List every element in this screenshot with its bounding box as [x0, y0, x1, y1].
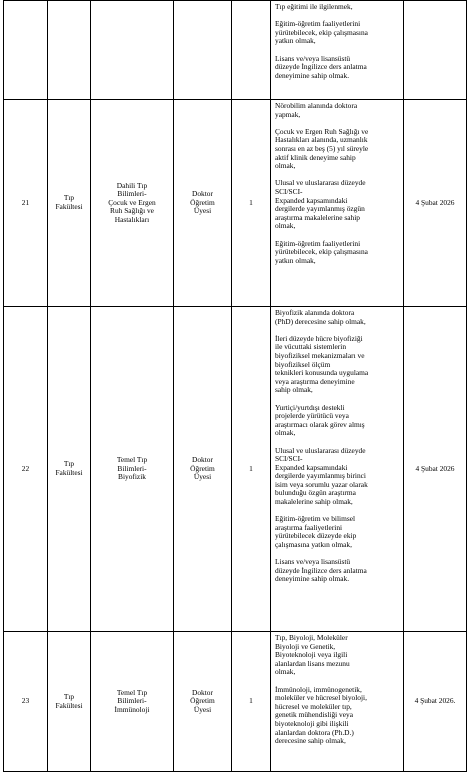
department-line: İmmünoloji [114, 704, 150, 714]
requirements-cell [271, 632, 404, 772]
requirement-line: olmak, [275, 161, 296, 171]
position-title-line: Üyesi [193, 472, 212, 482]
requirement-line: İleri düzeyde hücre biyofiziği [275, 333, 363, 343]
position-title-cell [174, 632, 232, 772]
department-line: Temel Tıp [116, 687, 148, 697]
requirement-line: Eğitim-öğretim ve bilimsel [275, 514, 356, 524]
requirement-line: teknikleri konusunda uygulama [275, 368, 369, 378]
deadline-cell [404, 1, 467, 100]
requirement-line: çalışmasına yatkın olmak, [275, 540, 352, 550]
quota-cell: 1 [232, 307, 271, 632]
position-title-line: Öğretim [190, 197, 215, 207]
position-title-cell [174, 1, 232, 100]
requirements-cell [271, 307, 404, 632]
requirement-line: hücresel ve moleküler tıp, [275, 701, 352, 711]
requirement-line: Biyoteknoloji veya ilgili [275, 650, 348, 660]
department-cell [91, 632, 174, 772]
row-number-cell: 23 [4, 632, 48, 772]
requirement-line: dergilerde yayımlanmış birinci [275, 471, 366, 481]
requirement-line: ile vücuttaki sistemlerin [275, 342, 347, 352]
requirement-line: SCI/SCI- [275, 186, 303, 196]
requirement-line: yapmak, [275, 109, 301, 119]
requirement-line: düzeyde İngilizce ders anlatma [275, 565, 367, 575]
deadline-cell: 4 Şubat 2026 [404, 307, 467, 632]
faculty-cell [48, 307, 91, 632]
requirement-line: bulunduğu özgün araştırma [275, 488, 356, 498]
faculty-cell [48, 100, 91, 307]
faculty-line: Fakültesi [55, 468, 83, 477]
faculty-line: Tıp [63, 691, 75, 701]
faculty-cell [48, 632, 91, 772]
requirement-line: sahip olmak, [275, 385, 313, 395]
requirement-line: Yurtiçi/yurtdışı destekli [275, 402, 345, 412]
requirement-line: Eğitim-öğretim faaliyetlerini [275, 19, 361, 29]
requirement-line: olmak, [275, 428, 296, 438]
position-title-line: Öğretim [190, 463, 215, 473]
quota-cell [232, 1, 271, 100]
position-title-line: Doktor [192, 455, 213, 465]
department-line: Temel Tıp [116, 455, 148, 465]
department-line: Hastalıkları [114, 214, 150, 224]
department-line: Bilimleri- [117, 189, 147, 199]
requirement-line: sonrası en az beş (5) yıl süreyle [275, 143, 369, 153]
department-line: Bilimleri- [117, 696, 147, 706]
requirement-line: derecesine sahip olmak, [275, 736, 346, 746]
requirement-line: alanlardan lisans mezunu [275, 658, 350, 668]
requirement-line: araştırmacı olarak görev almış [275, 419, 365, 429]
requirement-line: dergilerde yayımlanmış özgün [275, 204, 365, 214]
requirement-line: Expanded kapsamındaki [275, 462, 348, 472]
position-title-line: Öğretim [190, 696, 215, 706]
department-line: Çocuk ve Ergen [108, 197, 156, 207]
requirement-line: Ulusal ve uluslararası düzeyde [275, 445, 366, 455]
faculty-line: Fakültesi [55, 700, 83, 710]
department-cell [91, 100, 174, 307]
table-row [4, 1, 467, 100]
requirement-line: Hastalıkları alanında, uzmanlık [275, 135, 368, 145]
requirement-line: Çocuk ve Ergen Ruh Sağlığı ve [275, 126, 369, 136]
position-title-line: Üyesi [193, 206, 212, 216]
requirement-line: SCI/SCI- [275, 454, 303, 464]
requirement-line: araştırma makalelerine sahip [275, 212, 360, 222]
department-line: Bilimleri- [117, 463, 147, 473]
requirement-line: genetik mühendisliği veya [275, 710, 353, 720]
requirement-line: moleküler ve hücresel biyoloji, [275, 693, 367, 703]
deadline-cell: 4 Şubat 2026. [404, 632, 467, 772]
requirement-line: Lisans ve/veya lisansüstü [275, 557, 351, 567]
requirement-line: yürütebilecek, ekip çalışmasına [275, 27, 368, 37]
table-row [4, 100, 467, 307]
requirement-line: biyofiziksel mekanizmaları ve [275, 350, 365, 360]
position-title-line: Doktor [192, 687, 213, 697]
row-number-cell: 22 [4, 307, 48, 632]
position-table [3, 0, 467, 772]
requirement-line: isim veya sorumlu yazar olarak [275, 479, 368, 489]
position-title-cell [174, 100, 232, 307]
requirement-line: projelerde yürütücü veya [275, 411, 349, 421]
requirement-line: yatkın olmak, [275, 255, 316, 265]
requirement-line: deneyimine sahip olmak. [275, 70, 350, 80]
department-cell [91, 1, 174, 100]
requirement-line: Biyofizik alanında doktora [275, 308, 355, 317]
requirements-cell [271, 1, 404, 100]
requirement-line: olmak, [275, 667, 296, 677]
position-title-line: Üyesi [193, 704, 212, 714]
requirement-line: Tıp, Biyoloji, Moleküler [275, 633, 348, 642]
table-row [4, 632, 467, 772]
requirement-line: biyoteknoloji gibi ilişkili [275, 718, 349, 728]
requirement-line: Eğitim-öğretim faaliyetlerini [275, 238, 361, 248]
faculty-cell [48, 1, 91, 100]
requirement-line: düzeyde İngilizce ders anlatma [275, 62, 367, 72]
requirement-line: Tıp eğitimi ile ilgilenmek, [275, 2, 353, 11]
requirement-line: İmmünoloji, immünogenetik, [275, 684, 362, 694]
department-cell [91, 307, 174, 632]
row-number-cell [4, 1, 48, 100]
requirement-line: makalelerine sahip olmak, [275, 497, 353, 507]
position-title-line: Doktor [192, 189, 213, 199]
requirement-line: (PhD) derecesine sahip olmak, [275, 316, 366, 326]
requirement-line: olmak, [275, 221, 296, 231]
row-number-cell: 21 [4, 100, 48, 307]
quota-cell: 1 [232, 632, 271, 772]
department-line: Dahili Tıp [116, 180, 148, 190]
faculty-line: Fakültesi [55, 202, 83, 211]
deadline-cell: 4 Şubat 2026 [404, 100, 467, 307]
requirement-line: deneyimine sahip olmak. [275, 574, 350, 584]
requirement-line: araştırma faaliyetlerini [275, 522, 343, 532]
requirement-line: biyofiziksel ölçüm [275, 359, 331, 369]
requirement-line: Lisans ve/veya lisansüstü [275, 53, 351, 63]
requirement-line: yürütebilecek düzeyde ekip [275, 531, 357, 541]
department-line: Ruh Sağlığı ve [110, 206, 154, 216]
requirement-line: Expanded kapsamındaki [275, 195, 348, 205]
requirement-line: veya araştırma deneyimine [275, 376, 355, 386]
requirement-line: Nörobilim alanında doktora [275, 101, 358, 110]
quota-cell: 1 [232, 100, 271, 307]
faculty-line: Tıp [63, 193, 75, 203]
requirements-cell [271, 100, 404, 307]
requirement-line: aktif klinik deneyime sahip [275, 152, 356, 162]
position-title-cell [174, 307, 232, 632]
requirement-line: yatkın olmak, [275, 36, 316, 46]
requirement-line: Ulusal ve uluslararası düzeyde [275, 178, 366, 188]
department-line: Biyofizik [118, 472, 146, 482]
requirement-line: Biyoloji ve Genetik, [275, 641, 336, 651]
table-row [4, 307, 467, 632]
requirement-line: yürütebilecek, ekip çalışmasına [275, 247, 368, 257]
faculty-line: Tıp [63, 459, 75, 469]
requirement-line: alanlardan doktora (Ph.D.) [275, 727, 354, 737]
